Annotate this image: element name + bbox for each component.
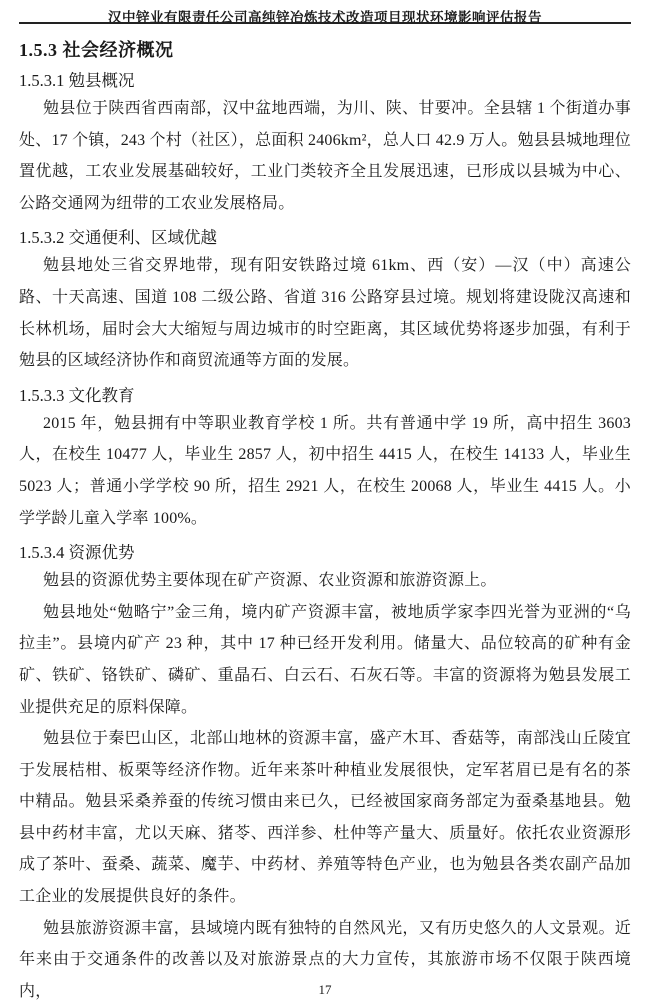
- subsection-heading-1-5-3-2: 1.5.3.2 交通便利、区域优越: [19, 228, 217, 248]
- running-header-title: 汉中锌业有限责任公司高纯锌冶炼技术改造项目现状环境影响评估报告: [108, 10, 542, 25]
- header-rule: [19, 22, 631, 24]
- paragraph-agricultural-resources: 勉县位于秦巴山区，北部山地林的资源丰富，盛产木耳、香菇等，南部浅山丘陵宜于发展桔柑、板栗等经济作物。近年来茶叶种植业发展很快，定军茗眉已是有名的茶中精品。勉县采桑养蚕的传统习惯由来已久，已经被国家商务部定为蚕桑基地县。勉县中药材丰富，尤以天麻、猪苓、西洋参、杜仲等产量大、质量好。依托农业资源形成了茶叶、蚕桑、蔬菜、魔芋、中药材、养殖等特色产业，也为勉县各类农副产品加工企业的发展提供良好的条件。: [19, 730, 631, 906]
- page-number: 17: [318, 982, 332, 997]
- paragraph-resource-summary: 勉县的资源优势主要体现在矿产资源、农业资源和旅游资源上。: [43, 572, 497, 590]
- section-heading-1-5-3: 1.5.3 社会经济概况: [19, 40, 174, 60]
- paragraph-mineral-resources: 勉县地处“勉略宁”金三角，境内矿产资源丰富，被地质学家李四光誉为亚洲的“乌拉圭”。县境内矿产 23 种，其中 17 种已经开发利用。储量大、品位较高的矿种有金矿、铁矿、铬铁矿、磷矿、重晶石、白云石、石灰石等。丰富的资源将为勉县发展工业提供充足的原料保障。: [19, 603, 631, 716]
- subsection-heading-1-5-3-4: 1.5.3.4 资源优势: [19, 543, 135, 563]
- subsection-heading-1-5-3-1: 1.5.3.1 勉县概况: [19, 71, 135, 90]
- paragraph-county-overview: 勉县位于陕西省西南部，汉中盆地西端，为川、陕、甘要冲。全县辖 1 个街道办事处、17 个镇，243 个村（社区），总面积 2406km²，总人口 42.9 万人。勉县县城地理位置优越，工农业发展基础较好，工业门类较齐全且发展迅速，已形成以县城为中心、公路交通网为纽带的工农业发展格局。: [19, 100, 631, 212]
- subsection-heading-1-5-3-3: 1.5.3.3 文化教育: [19, 385, 135, 405]
- document-content: [19, 34, 631, 1004]
- paragraph-transportation: 勉县地处三省交界地带，现有阳安铁路过境 61km、西（安）—汉（中）高速公路、十天高速、国道 108 二级公路、省道 316 公路穿县过境。规划将建设陇汉高速和长林机场，届时会大大缩短与周边城市的时空距离，其区域优势将逐步加强，有利于勉县的区域经济协作和商贸流通等方面的发展。: [19, 257, 631, 370]
- paragraph-tourism-resources: 勉县旅游资源丰富，县域境内既有独特的自然风光，又有历史悠久的人文景观。近年来由于交通条件的改善以及对旅游景点的大力宣传，其旅游市场不仅限于陕西境内，: [19, 919, 631, 1000]
- paragraph-education: 2015 年，勉县拥有中等职业教育学校 1 所。共有普通中学 19 所，高中招生 3603 人，在校生 10477 人，毕业生 2857 人，初中招生 4415 人，在校生 14133 人，毕业生 5023 人；普通小学学校 90 所，招生 2921 人，在校生 20068 人，毕业生 4415 人。小学学龄儿童入学率 100%。: [19, 414, 631, 527]
